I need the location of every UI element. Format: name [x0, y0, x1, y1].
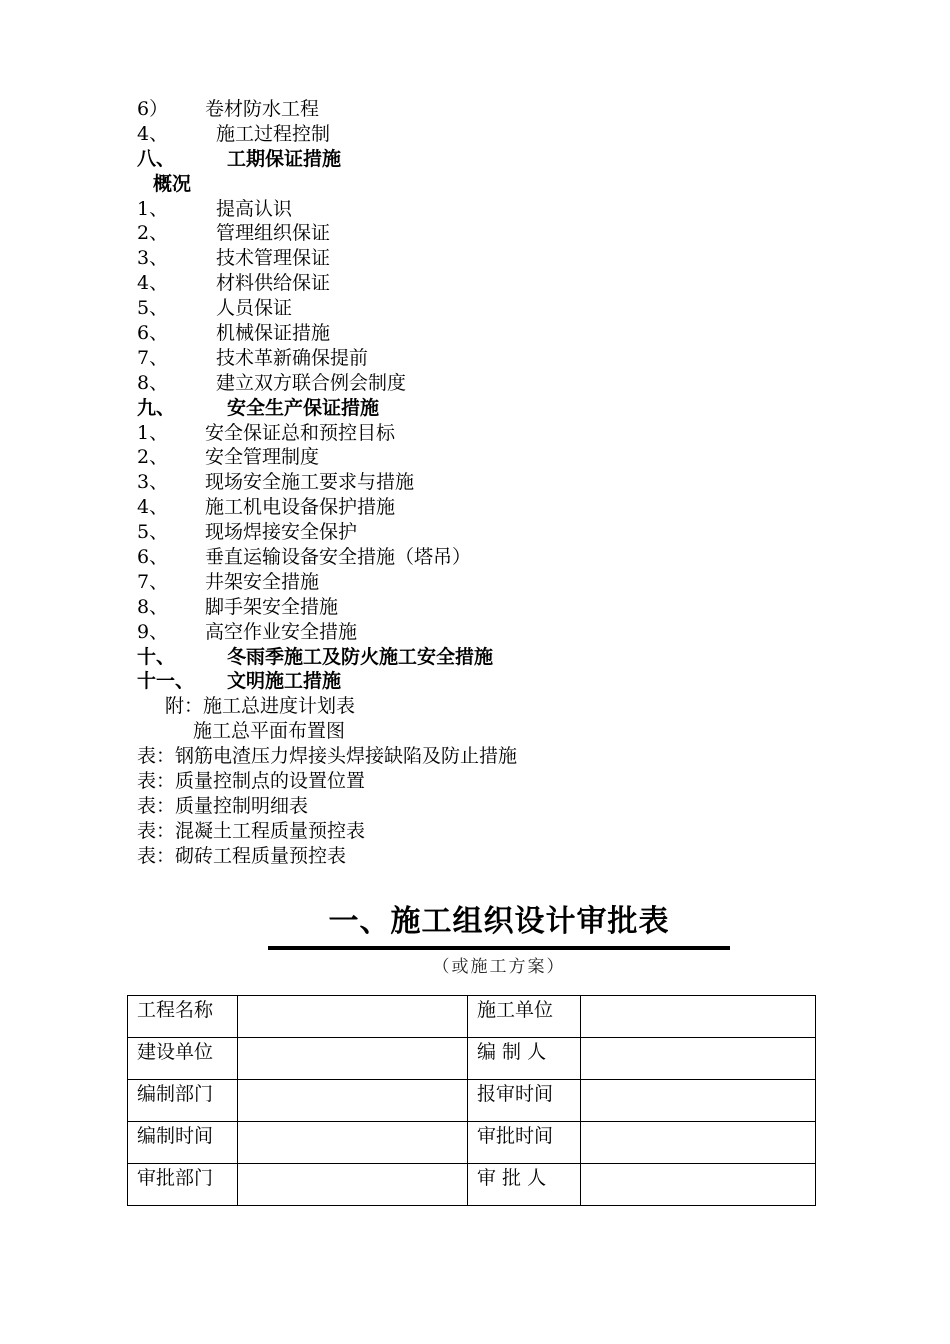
page-title: 一、施工组织设计审批表: [328, 904, 670, 939]
value-cell[interactable]: [238, 996, 468, 1038]
toc-item-number: 1、: [137, 197, 169, 220]
toc-item-number: 4、: [137, 122, 169, 145]
label-cell: 建设单位: [128, 1038, 238, 1080]
toc-item-text: 技术管理保证: [216, 247, 331, 270]
toc-item: [137, 122, 837, 147]
toc-item: [137, 421, 837, 446]
toc-item: [137, 470, 837, 495]
toc-item-text: 技术革新确保提前: [216, 346, 369, 369]
page-subtitle: （或施工方案）: [432, 957, 566, 977]
toc-item-number: 2、: [137, 446, 169, 469]
toc-item-text: 高空作业安全措施: [205, 620, 358, 643]
toc-item-number: 6）: [137, 98, 169, 120]
value-cell[interactable]: [581, 1122, 816, 1164]
toc-item-text: 表：质量控制点的设置位置: [137, 770, 366, 793]
approval-title-block: [268, 902, 730, 977]
table-row: [128, 996, 816, 1038]
toc-item: [137, 794, 837, 819]
label-cell: 编制部门: [128, 1080, 238, 1122]
toc-item: [137, 445, 837, 470]
toc-item: [137, 769, 837, 794]
toc-item-text: 附：施工总进度计划表: [165, 695, 356, 718]
toc-item: [137, 570, 837, 595]
table-of-contents: [137, 97, 837, 869]
toc-item-text: 提高认识: [216, 197, 293, 220]
toc-item: [137, 147, 837, 172]
toc-item-number: 7、: [137, 570, 169, 593]
toc-item: [137, 346, 837, 371]
toc-item-text: 井架安全措施: [205, 570, 320, 593]
approval-table: [127, 995, 816, 1206]
toc-item-text: 垂直运输设备安全措施（塔吊）: [205, 546, 472, 569]
value-cell[interactable]: [581, 1164, 816, 1206]
toc-item-text: 建立双方联合例会制度: [216, 371, 407, 394]
toc-item-number: 9、: [137, 620, 169, 643]
toc-item-text: 卷材防水工程: [205, 98, 320, 120]
toc-item: [137, 246, 837, 271]
toc-item-number: 1、: [137, 421, 169, 444]
toc-item-text: 施工总平面布置图: [193, 720, 346, 743]
toc-item: [137, 545, 837, 570]
table-row: [128, 1038, 816, 1080]
toc-item-text: 表：混凝土工程质量预控表: [137, 819, 366, 842]
label-cell: 审批时间: [468, 1122, 581, 1164]
toc-item: [137, 271, 837, 296]
toc-item-text: 安全管理制度: [205, 446, 320, 469]
table-row: [128, 1164, 816, 1206]
toc-item-text: 管理组织保证: [216, 222, 331, 245]
toc-item: [137, 620, 837, 645]
toc-item: [137, 221, 837, 246]
label-cell: 编制时间: [128, 1122, 238, 1164]
toc-item-text: 文明施工措施: [227, 670, 342, 693]
value-cell[interactable]: [581, 1038, 816, 1080]
toc-item: [137, 645, 837, 670]
toc-item-number: 7、: [137, 346, 169, 369]
toc-item-text: 表：砌砖工程质量预控表: [137, 844, 347, 867]
value-cell[interactable]: [238, 1164, 468, 1206]
value-cell[interactable]: [581, 1080, 816, 1122]
toc-item: [137, 595, 837, 620]
toc-item-number: 8、: [137, 595, 169, 618]
toc-item-text: 现场焊接安全保护: [205, 521, 358, 544]
toc-item: [137, 97, 837, 122]
toc-item: [137, 694, 837, 719]
toc-item-text: 工期保证措施: [227, 147, 342, 170]
toc-item-number: 2、: [137, 222, 169, 245]
table-row: [128, 1080, 816, 1122]
toc-item: [137, 669, 837, 694]
value-cell[interactable]: [581, 996, 816, 1038]
toc-item: [137, 172, 837, 197]
toc-item: [137, 296, 837, 321]
label-cell: 施工单位: [468, 996, 581, 1038]
label-cell: 审批部门: [128, 1164, 238, 1206]
toc-item-text: 表：钢筋电渣压力焊接头焊接缺陷及防止措施: [137, 745, 518, 768]
toc-item-number: 5、: [137, 297, 169, 320]
toc-item-number: 3、: [137, 247, 169, 270]
toc-item-number: 8、: [137, 371, 169, 394]
toc-item-text: 机械保证措施: [216, 322, 331, 345]
toc-item: [137, 844, 837, 869]
toc-item-text: 现场安全施工要求与措施: [205, 471, 415, 494]
toc-item: [137, 520, 837, 545]
toc-item-number: 3、: [137, 471, 169, 494]
toc-item-text: 材料供给保证: [216, 272, 331, 295]
value-cell[interactable]: [238, 1080, 468, 1122]
toc-item: [137, 396, 837, 421]
toc-item: [137, 321, 837, 346]
toc-item-number: 5、: [137, 521, 169, 544]
table-row: [128, 1122, 816, 1164]
toc-item-text: 冬雨季施工及防火施工安全措施: [227, 645, 494, 668]
toc-item-text: 施工过程控制: [216, 122, 331, 145]
value-cell[interactable]: [238, 1122, 468, 1164]
label-cell: 编 制 人: [468, 1038, 581, 1080]
toc-item-number: 八、: [137, 147, 176, 170]
toc-item-text: 表：质量控制明细表: [137, 794, 309, 817]
toc-item-text: 安全保证总和预控目标: [205, 421, 396, 444]
toc-item: [137, 495, 837, 520]
label-cell: 审 批 人: [468, 1164, 581, 1206]
toc-item: [137, 819, 837, 844]
value-cell[interactable]: [238, 1038, 468, 1080]
label-cell: 工程名称: [128, 996, 238, 1038]
toc-item: [137, 744, 837, 769]
toc-item: [137, 719, 837, 744]
toc-item: [137, 371, 837, 396]
toc-item-number: 九、: [137, 396, 176, 419]
title-underline: [268, 946, 730, 950]
toc-item: [137, 197, 837, 222]
toc-item-text: 概况: [153, 172, 192, 195]
toc-item-number: 6、: [137, 546, 169, 569]
toc-item-text: 施工机电设备保护措施: [205, 496, 396, 519]
toc-item-number: 十、: [137, 645, 176, 668]
toc-item-text: 人员保证: [216, 297, 293, 320]
toc-item-number: 十一、: [137, 670, 195, 693]
toc-item-text: 脚手架安全措施: [205, 595, 339, 618]
toc-item-number: 4、: [137, 496, 169, 519]
toc-item-number: 6、: [137, 322, 169, 345]
toc-item-number: 4、: [137, 272, 169, 295]
toc-item-text: 安全生产保证措施: [227, 396, 380, 419]
label-cell: 报审时间: [468, 1080, 581, 1122]
